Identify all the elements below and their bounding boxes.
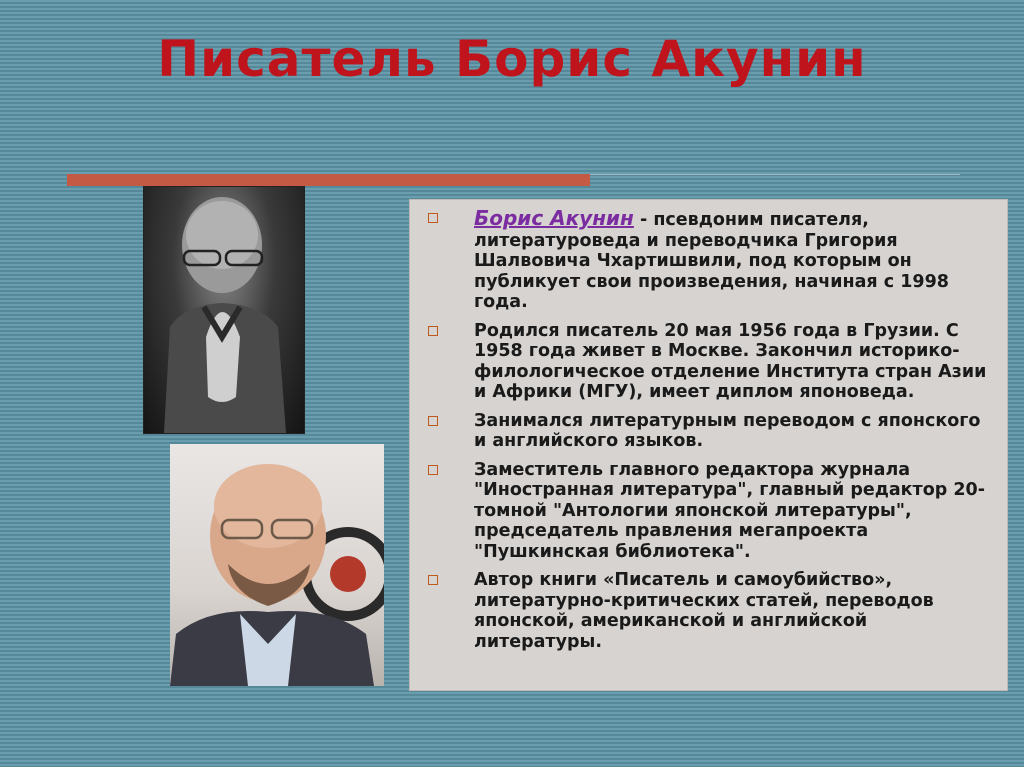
item-text: Занимался литературным переводом с японского и английского языков. — [474, 410, 981, 451]
portrait-photo-color — [170, 444, 384, 686]
accent-rule-thin — [590, 174, 960, 175]
square-bullet-icon — [428, 575, 438, 585]
portrait-bw-drawing — [144, 187, 304, 433]
biography-panel — [409, 199, 1008, 691]
list-item — [428, 460, 991, 563]
list-item — [428, 570, 991, 652]
item-text: - псевдоним писателя, литературоведа и переводчика Григория Шалвовича Чхартишвили, под которым он публикует свои произведения, начиная с 1998 года. — [474, 210, 949, 312]
square-bullet-icon — [428, 416, 438, 426]
item-text: Заместитель главного редактора журнала "Иностранная литература", главный редактор 20-томной "Антологии японской литературы", председатель правления мегапроекта "Пушкинская библиотека". — [474, 459, 985, 562]
biography-list — [410, 200, 1007, 652]
square-bullet-icon — [428, 465, 438, 475]
accent-rule — [67, 174, 590, 186]
list-item — [428, 321, 991, 403]
list-item — [428, 411, 991, 452]
portrait-photo-bw — [143, 186, 305, 434]
list-item — [428, 208, 991, 313]
item-text: Родился писатель 20 мая 1956 года в Грузии. С 1958 года живет в Москве. Закончил историко-филологическое отделение Института стран Азии и Африки (МГУ), имеет диплом японоведа. — [474, 320, 987, 402]
square-bullet-icon — [428, 326, 438, 336]
author-name-link[interactable]: Борис Акунин — [474, 206, 634, 230]
slide-title: Писатель Борис Акунин — [157, 30, 867, 88]
square-bullet-icon — [428, 213, 438, 223]
portrait-color-drawing — [170, 444, 384, 686]
item-text: Автор книги «Писатель и самоубийство», литературно-критических статей, переводов японской, американской и английской литературы. — [474, 570, 934, 652]
